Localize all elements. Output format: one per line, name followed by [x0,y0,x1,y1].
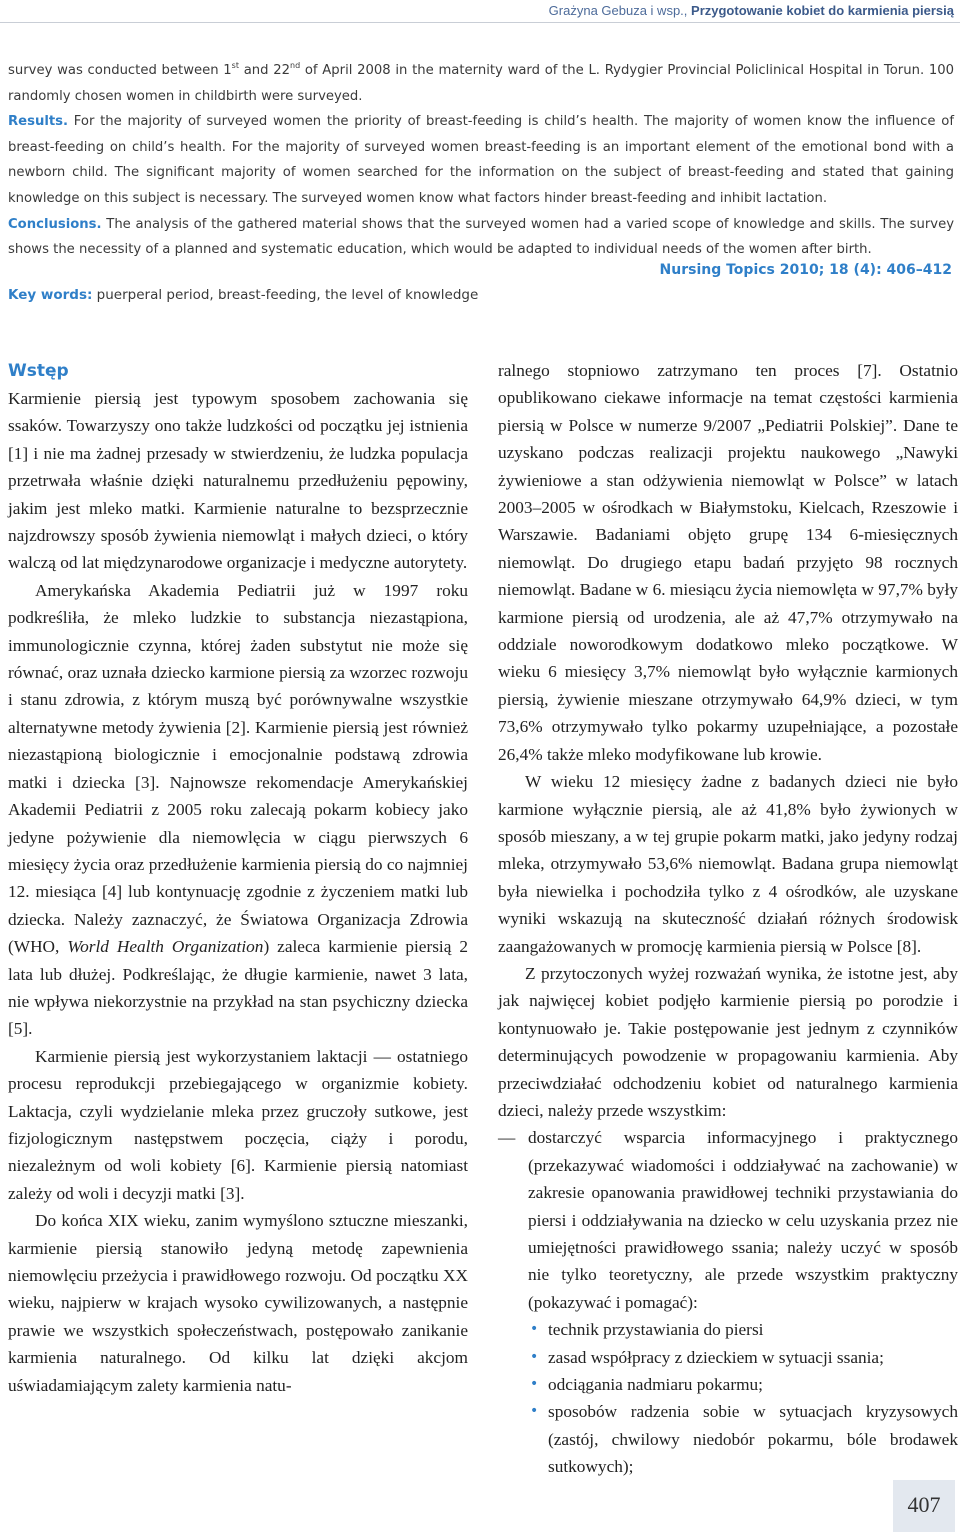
keywords [8,287,478,303]
abstract-text: survey was conducted between 1 [8,63,232,78]
right-column [498,357,958,1481]
dash-list-item [498,1124,958,1316]
bullet-item [528,1398,958,1480]
journal-citation: Nursing Topics 2010; 18 (4): 406–412 [659,262,952,278]
abstract-results [8,109,954,211]
bullet-dot-icon: • [530,1403,539,1420]
paragraph: Z przytoczonych wyżej rozważań wynika, że istotne jest, aby jak najwięcej kobiet podjęło karmienie piersią po porodzie i kontynuowało je. Takie postępowanie jest jednym z czynników determinujących powodzenie w propagowaniu karmienia. Aby przeciwdziałać odchodzeniu kobiet od naturalnego karmienia dzieci, należy przede wszystkim: [498,963,958,1120]
paragraph-text: Amerykańska Akademia Pediatrii już w 1997 roku podkreśliła, że mleko ludzkie to substancja niezastąpiona, immunologicznie czynna, której żaden substytut nie może się równać, oraz uznała dziecko karmione piersią za wzorzec rozwoju i stanu zdrowia, z którym muszą być porównywalne wszystkie alternatywne metody żywienia [2]. Karmienie piersią jest również niezastąpioną biologicznie i emocjonalnie podstawą zdrowia matki i dziecka [3]. Najnowsze rekomendacje Amerykańskiej Akademii Pediatrii z 2005 roku zalecają pokarm kobiecy jako jedyne pożywienie dla niemowlęcia w ciągu pierwszych 6 miesięcy życia oraz przedłużenie karmienia piersią do co najmniej 12. miesiąca [4] lub kontynuację zgodnie z życzeniem matki lub dziecka. Należy zaznaczyć, że Światowa Organizacja Zdrowia (WHO, [8,580,468,957]
paragraph: Do końca XIX wieku, zanim wymyślono sztuczne mieszanki, karmienie piersią stanowiło jedyną metodę zapewnienia niemowlęciu przeżycia i prawidłowego rozwoju. Od początku XX wieku, najpierw w krajach wysoko cywilizowanych, a następnie prawie we wszystkich społeczeństwach, postępowało zanikanie karmienia naturalnego. Od kilku lat dzięki akcjom uświadamiającym zalety karmienia natu- [8,1211,468,1395]
bullet-item [528,1316,958,1343]
dash-item-text: dostarczyć wsparcia informacyjnego i praktycznego (przekazywać wiadomości i oddziaływać na zachowanie) w zakresie opanowania prawidłowej techniki przystawiania do piersi i oddziaływania na dziecko w celu uzyskania przez nie umiejętności prawidłowego ssania; należy uczyć w sposób nie tylko teoretyczny, ale przede wszystkim praktyczny (pokazywać i pomagać): [528,1128,958,1312]
keywords-text: puerperal period, breast-feeding, the level of knowledge [92,287,479,303]
dash-marker: — [498,1128,516,1148]
bullet-item [528,1371,958,1398]
keywords-heading: Key words: [8,287,93,303]
paragraph-text: ) zaleca karmienie piersią 2 lata lub dłużej. Podkreślając, że długie karmienie, nawet 3 lata, nie wpływa niekorzystnie na przykład na stan psychiczny dziecka [5]. [8,937,469,1039]
bullet-dot-icon: • [530,1376,539,1393]
abstract-text: of April 2008 in the maternity ward of the L. Rydygier Provincial Policlinical Hospital in Torun. 100 randomly chosen women in childbirth were surveyed. [8,63,955,104]
running-header-text [549,3,954,18]
paragraph: ralnego stopniowo zatrzymano ten proces [7]. Ostatnio opublikowano ciekawe informacje na temat częstości karmienia piersią w Polsce w numerze 9/2007 „Pediatrii Polskiej”. Dane te uzyskano podczas realizacji projektu naukowego „Nawyki żywieniowe a stan odżywienia niemowląt w Polsce” w latach 2003–2005 w ośrodkach w Białymstoku, Kielcach, Rzeszowie i Warszawie. Badaniami objęto grupę 134 6-miesięcznych niemowląt. Do drugiego etapu badań przyjęto 98 rocznych niemowląt. Badane w 6. miesiącu życia niemowlęta w 97,7% były karmione piersią od urodzenia, ale aż 47,7% otrzymywało na oddziale noworodkowym dodatkowo mleko początkowe. W wieku 6 miesięcy 3,7% niemowląt było wyłącznie karmionych piersią, żywienie mieszane otrzymywało 64,9% dzieci, w tym 73,6% otrzymywało tylko pokarmy uzupełniające, a pozostałe 26,4% także mleko modyfikowane lub krowie. [498,361,958,764]
section-heading-wstep: Wstęp [8,361,69,381]
paragraph [8,577,468,1043]
paragraph: Karmienie piersią jest wykorzystaniem laktacji — ostatniego procesu reprodukcji przebiegającego w organizmie kobiety. Laktacja, czyli wydzielanie mleka przez gruczoły sutkowe, jest fizjologicznym następstwem poczęcia, ciąży i porodu, niezależnym od woli kobiety [6]. Karmienie piersią natomiast zależy od woli i decyzji matki [3]. [8,1046,468,1203]
conclusions-heading: Conclusions. [8,216,102,232]
ordinal-superscript: nd [290,61,301,70]
running-header-authors: Grażyna Gebuza i wsp., [548,3,688,18]
bullet-dot-icon: • [530,1348,539,1365]
abstract-methods [8,58,954,109]
results-text: For the majority of surveyed women the priority of breast-feeding is child’s health. The majority of women know the influence of breast-feeding on child’s health. For the majority of surveyed women breast-feeding is an important element of the emotional bond with a newborn child. The significant majority of women searched for the information on the subject of breast-feeding and stated that gaining knowledge on this subject is necessary. The surveyed women know what factors hinder breast-feeding and inhibit lactation. [8,114,954,206]
paragraph: W wieku 12 miesięcy żadne z badanych dzieci nie było karmione wyłącznie piersią, ale aż 41,8% było żywionych w sposób mieszany, a w tej grupie pokarm matki, jako jedyny rodzaj mleka, otrzymywało 53,6% niemowląt. Badana grupa niemowląt była niewielka i pochodziła tylko z 4 ośrodków, ale uzyskane wyniki wskazują na skuteczność działań różnych środowisk zaangażowanych w promocję karmienia piersią w Polsce [8]. [498,772,958,956]
bullet-item [528,1344,958,1371]
bullet-text: zasad współpracy z dzieckiem w sytuacji ssania; [548,1347,884,1367]
paragraph-italic: World Health Organization [67,937,264,957]
abstract [8,58,954,263]
bullet-text: technik przystawiania do piersi [548,1320,764,1340]
bullet-text: odciągania nadmiaru pokarmu; [548,1375,763,1395]
running-header-title: Przygotowanie kobiet do karmienia piersią [691,3,954,18]
paragraph: Karmienie piersią jest typowym sposobem zachowania się ssaków. Towarzyszy ono także ludzkości od początku jej istnienia [1] i nie ma żadnej przesady w stwierdzeniu, że ludzka populacja przetrwała właśnie dzięki naturalnemu przedłużeniu pępowiny, jakim jest mleko matki. Karmienie naturalne to bezsprzecznie najzdrowszy sposób żywienia niemowląt i małych dzieci, o który walczą od lat międzynarodowe organizacje i medyczne autorytety. [8,389,468,573]
bullet-text: sposobów radzenia sobie w sytuacjach kryzysowych (zastój, chwilowy niedobór pokarmu, bóle brodawek sutkowych); [548,1402,958,1477]
left-column [8,357,468,1399]
bullet-dot-icon: • [530,1321,539,1338]
ordinal-superscript: st [231,61,239,70]
abstract-text: and 22 [238,63,290,78]
conclusions-text: The analysis of the gathered material shows that the surveyed women had a varied scope of knowledge and skills. The survey shows the necessity of a planned and systematic education, which would be adapted to individual needs of the women after birth. [8,216,954,258]
running-header [0,0,960,30]
abstract-conclusions [8,212,954,263]
page-number: 407 [893,1480,955,1532]
bullet-list [498,1316,958,1480]
results-heading: Results. [8,114,69,130]
